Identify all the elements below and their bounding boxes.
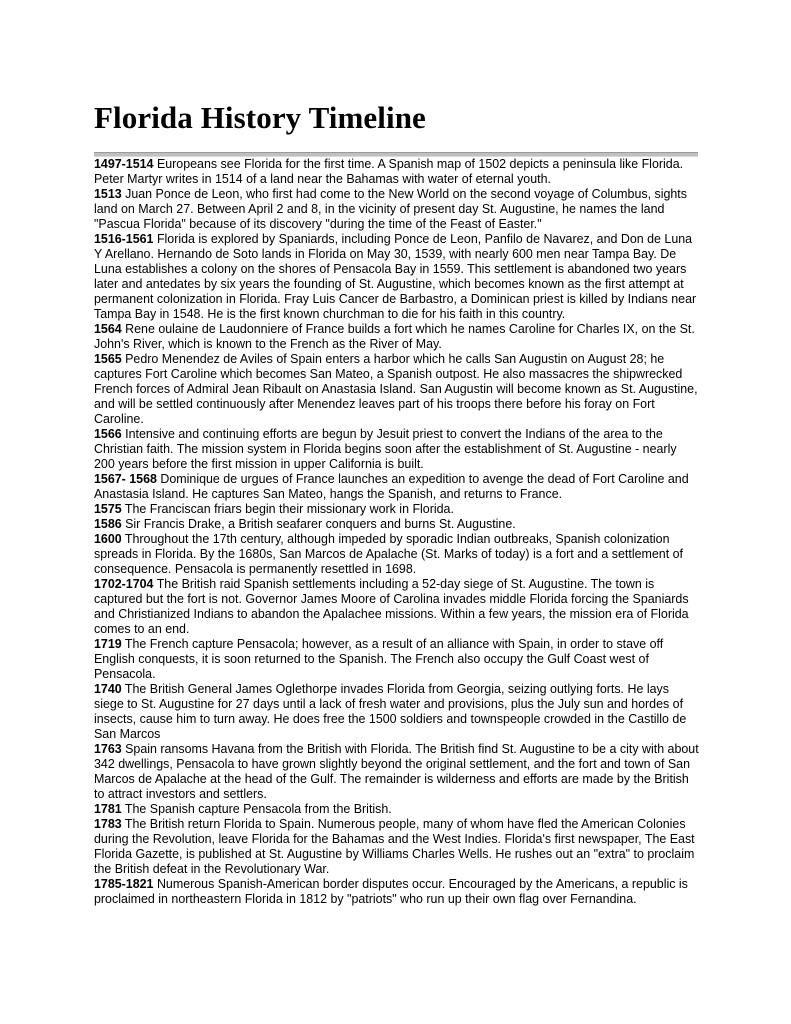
timeline-entry [94, 322, 700, 352]
entry-text: The British return Florida to Spain. Numerous people, many of whom have fled the American Colonies during the Revolution, leave Florida for the Bahamas and the West Indies. Florida's first newspaper, The East Florida Gazette, is published at St. Augustine by Williams Charles Wells. He rushes out an "extra" to proclaim the British defeat in the Revolutionary War. [94, 817, 695, 876]
entry-year: 1740 [94, 682, 122, 696]
timeline-entry [94, 742, 700, 802]
entry-year: 1513 [94, 187, 122, 201]
entry-year: 1785-1821 [94, 877, 154, 891]
document-page [94, 98, 700, 907]
timeline-entry [94, 187, 700, 232]
entry-text: Europeans see Florida for the first time. A Spanish map of 1502 depicts a peninsula like Florida. Peter Martyr writes in 1514 of a land near the Bahamas with water of eternal youth. [94, 157, 684, 186]
timeline-entry [94, 427, 700, 472]
entry-text: Throughout the 17th century, although impeded by sporadic Indian outbreaks, Spanish colonization spreads in Florida. By the 1680s, San Marcos de Apalache (St. Marks of today) is a fort and a settlement of consequence. Pensacola is permanently resettled in 1698. [94, 532, 684, 576]
timeline-entry [94, 472, 700, 502]
timeline-entry [94, 817, 700, 877]
timeline-entry [94, 157, 700, 187]
entry-text: Rene oulaine de Laudonniere of France builds a fort which he names Caroline for Charles IX, on the St. John's River, which is known to the French as the River of May. [94, 322, 695, 351]
timeline-entry [94, 577, 700, 637]
entry-year: 1763 [94, 742, 122, 756]
timeline-entry [94, 682, 700, 742]
entry-text: Pedro Menendez de Aviles of Spain enters a harbor which he calls San Augustin on August 28; he captures Fort Caroline which becomes San Mateo, a Spanish outpost. He also massacres the shipwrecked French forces of Admiral Jean Ribault on Anastasia Island. San Augustin will become known as St. Augustine, and will be settled continuously after Menendez leaves part of his troops there before his foray on Fort Caroline. [94, 352, 698, 426]
entry-text: Sir Francis Drake, a British seafarer conquers and burns St. Augustine. [121, 517, 516, 531]
entry-text: The Spanish capture Pensacola from the British. [121, 802, 392, 816]
timeline-entry [94, 352, 700, 427]
timeline-entry [94, 232, 700, 322]
entry-year: 1567- 1568 [94, 472, 157, 486]
timeline-entry [94, 637, 700, 682]
page-title: Florida History Timeline [94, 100, 426, 135]
entry-text: The British General James Oglethorpe invades Florida from Georgia, seizing outlying forts. He lays siege to St. Augustine for 27 days until a lack of fresh water and provisions, plus the July sun and hordes of insects, cause him to turn away. He does free the 1500 soldiers and townspeople crowded in the Castillo de San Marcos [94, 682, 687, 741]
entry-text: The French capture Pensacola; however, as a result of an alliance with Spain, in order to stave off English conquests, it is soon returned to the Spanish. The French also occupy the Gulf Coast west of Pensacola. [94, 637, 664, 681]
entry-year: 1516-1561 [94, 232, 154, 246]
entry-text: Numerous Spanish-American border disputes occur. Encouraged by the Americans, a republic is proclaimed in northeastern Florida in 1812 by "patriots" who run up their own flag over Fernandina. [94, 877, 688, 906]
entry-year: 1497-1514 [94, 157, 154, 171]
timeline-entry [94, 877, 700, 907]
entry-text: Intensive and continuing efforts are begun by Jesuit priest to convert the Indians of the area to the Christian faith. The mission system in Florida begins soon after the establishment of St. Augustine - nearly 200 years before the first mission in upper California is built. [94, 427, 677, 471]
entry-year: 1719 [94, 637, 122, 651]
entry-year: 1575 [94, 502, 122, 516]
entry-year: 1564 [94, 322, 122, 336]
entry-text: Florida is explored by Spaniards, including Ponce de Leon, Panfilo de Navarez, and Don de Luna Y Arellano. Hernando de Soto lands in Florida on May 30, 1539, with nearly 600 men near Tampa Bay. De Luna establishes a colony on the shores of Pensacola Bay in 1559. This settlement is abandoned two years later and antedates by six years the founding of St. Augustine, which becomes known as the first attempt at permanent colonization in Florida. Fray Luis Cancer de Barbastro, a Dominican priest is killed by Indians near Tampa Bay in 1548. He is the first known churchman to die for his faith in this country. [94, 232, 697, 321]
timeline-entry [94, 517, 700, 532]
entry-year: 1586 [94, 517, 122, 531]
entry-year: 1702-1704 [94, 577, 154, 591]
entry-text: Juan Ponce de Leon, who first had come to the New World on the second voyage of Columbus, sights land on March 27. Between April 2 and 8, in the vicinity of present day St. Augustine, he names the land "Pascua Florida" because of its discovery "during the time of the Feast of Easter." [94, 187, 687, 231]
entry-year: 1600 [94, 532, 122, 546]
timeline-entry [94, 502, 700, 517]
entry-year: 1566 [94, 427, 122, 441]
entry-text: The British raid Spanish settlements including a 52-day siege of St. Augustine. The town is captured but the fort is not. Governor James Moore of Carolina invades middle Florida forcing the Spaniards and Christianized Indians to abandon the Apalachee missions. Within a few years, the mission era of Florida comes to an end. [94, 577, 689, 636]
entry-text: Spain ransoms Havana from the British with Florida. The British find St. Augustine to be a city with about 342 dwellings, Pensacola to have grown slightly beyond the original settlement, and the fort and town of San Marcos de Apalache at the head of the Gulf. The remainder is wilderness and efforts are made by the British to attract investors and settlers. [94, 742, 699, 801]
timeline-entry [94, 802, 700, 817]
entry-year: 1781 [94, 802, 122, 816]
timeline-entries [94, 157, 700, 907]
entry-year: 1783 [94, 817, 122, 831]
entry-text: Dominique de urgues of France launches an expedition to avenge the dead of Fort Caroline and Anastasia Island. He captures San Mateo, hangs the Spanish, and returns to France. [94, 472, 689, 501]
entry-text: The Franciscan friars begin their missionary work in Florida. [121, 502, 454, 516]
entry-year: 1565 [94, 352, 122, 366]
timeline-entry [94, 532, 700, 577]
